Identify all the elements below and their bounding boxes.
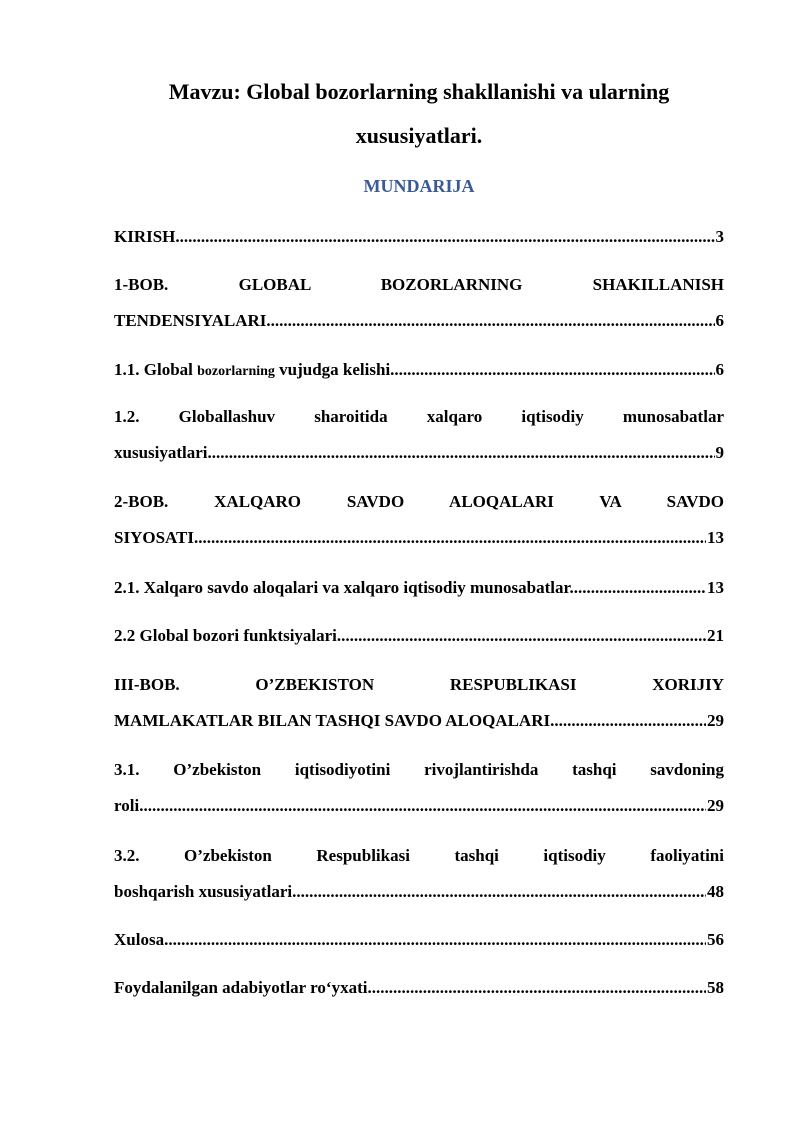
toc-entry-label: Foydalanilgan adabiyotlar ro‘yxati	[114, 978, 368, 997]
toc-entry-label: KIRISH	[114, 227, 176, 246]
toc-entry-line: 1-BOB. GLOBAL BOZORLARNING SHAKILLANISH	[114, 275, 724, 294]
toc-page-number: 3	[715, 227, 724, 246]
toc-page-number: 56	[707, 930, 724, 949]
toc-entry-label: 2.2 Global bozori funktsiyalari	[114, 626, 337, 645]
toc-leader-dots	[574, 570, 706, 606]
toc-label-part: bozorlarning	[197, 364, 275, 379]
toc-leader-dots	[208, 435, 715, 471]
toc-leader-dots	[337, 618, 706, 654]
toc-page-number: 29	[707, 796, 724, 815]
title-line-1: Mavzu: Global bozorlarning shakllanishi va ularning	[168, 79, 670, 104]
toc-page-number: 21	[707, 626, 724, 645]
toc-entry-label: xususiyatlari	[114, 443, 208, 462]
title-line-2: xususiyatlari.	[355, 123, 483, 148]
toc-leader-dots	[175, 219, 714, 255]
toc-entry-xulosa[interactable]	[114, 922, 724, 958]
toc-entry-section-2-1[interactable]	[114, 570, 724, 606]
toc-page-number: 58	[707, 978, 724, 997]
toc-entry-line: 3.2. O’zbekiston Respublikasi tashqi iqtisodiy faoliyatini	[114, 846, 724, 865]
toc-label-part: vujudga kelishi	[274, 360, 391, 379]
toc-leader-dots	[164, 922, 706, 958]
toc-entry-label: SIYOSATI	[114, 528, 194, 547]
toc-entry-kirish[interactable]	[114, 219, 724, 255]
toc-leader-dots	[367, 970, 706, 1006]
toc-entry-line: 3.1. O’zbekiston iqtisodiyotini rivojlantirishda tashqi savdoning	[114, 760, 724, 779]
toc-entry-line: III-BOB. O’ZBEKISTON RESPUBLIKASI XORIJIY	[114, 675, 724, 694]
toc-leader-dots	[292, 874, 706, 910]
toc-page-number: 29	[707, 711, 724, 730]
toc-heading: MUNDARIJA	[363, 176, 475, 196]
toc-label-part: 1.1. Global	[114, 360, 198, 379]
toc-leader-dots	[266, 303, 714, 339]
toc-entry-section-1-1[interactable]	[114, 352, 724, 388]
toc-leader-dots	[550, 703, 706, 739]
toc-entry-label: 2.1. Xalqaro savdo aloqalari va xalqaro iqtisodiy munosabatlar.	[114, 578, 574, 597]
document-title	[114, 70, 724, 158]
toc-entry-line: 1.2. Globallashuv sharoitida xalqaro iqtisodiy munosabatlar	[114, 407, 724, 426]
toc-page-number: 13	[707, 528, 724, 547]
toc-leader-dots	[194, 520, 706, 556]
toc-entry-chapter-3[interactable]	[114, 667, 724, 739]
toc-entry-label: Xulosa	[114, 930, 165, 949]
toc-entry-chapter-2[interactable]	[114, 484, 724, 556]
toc-entry-bibliography[interactable]	[114, 970, 724, 1006]
toc-entry-label: TENDENSIYALARI	[114, 311, 267, 330]
toc-entry-label: roli	[114, 796, 140, 815]
toc-page-number: 48	[707, 882, 724, 901]
toc-entry-section-3-1[interactable]	[114, 752, 724, 824]
toc-page-number: 6	[715, 360, 724, 379]
toc-page-number: 9	[715, 443, 724, 462]
toc-entry-section-1-2[interactable]	[114, 399, 724, 471]
toc-entry-label: MAMLAKATLAR BILAN TASHQI SAVDO ALOQALARI	[114, 711, 551, 730]
toc-entry-label: boshqarish xususiyatlari	[114, 882, 293, 901]
toc-entry-section-2-2[interactable]	[114, 618, 724, 654]
toc-entry-section-3-2[interactable]	[114, 838, 724, 910]
toc-leader-dots	[390, 352, 714, 388]
toc-page-number: 13	[707, 578, 724, 597]
toc-leader-dots	[139, 788, 706, 824]
toc-entry-label	[114, 352, 390, 388]
toc-entry-line: 2-BOB. XALQARO SAVDO ALOQALARI VA SAVDO	[114, 492, 724, 511]
toc-entry-chapter-1[interactable]	[114, 267, 724, 339]
toc-page-number: 6	[715, 311, 724, 330]
